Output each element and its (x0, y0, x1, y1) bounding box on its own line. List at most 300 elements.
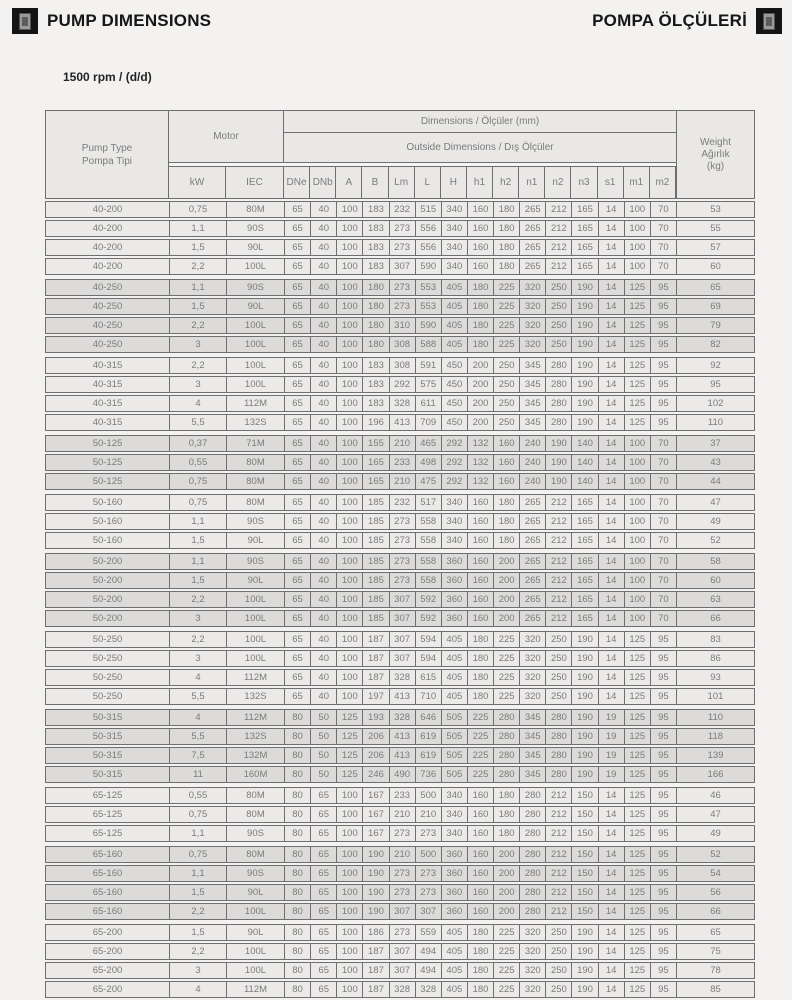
cell-dne: 65 (284, 299, 310, 314)
cell-n1: 265 (519, 202, 545, 217)
cell-m2: 95 (650, 299, 676, 314)
cell-n2: 212 (545, 495, 571, 510)
cell-m1: 125 (624, 689, 650, 704)
cell-m1: 125 (624, 826, 650, 841)
cell-a: 100 (336, 651, 362, 666)
cell-n3: 190 (571, 710, 597, 725)
cell-h: 405 (441, 925, 467, 940)
cell-h: 450 (441, 377, 467, 392)
table-row (45, 806, 755, 823)
cell-iec: 90L (226, 885, 284, 900)
cell-h1: 160 (467, 573, 493, 588)
cell-m2: 95 (650, 729, 676, 744)
cell-dne: 65 (284, 358, 310, 373)
cell-m2: 95 (650, 337, 676, 352)
cell-h1: 180 (467, 944, 493, 959)
cell-n1: 280 (519, 847, 545, 862)
cell-n2: 212 (545, 221, 571, 236)
cell-dne: 80 (284, 904, 310, 919)
cell-kw: 0,55 (169, 455, 226, 470)
header-col-kw: kW (169, 167, 226, 198)
cell-s1: 14 (598, 337, 624, 352)
cell-dne: 65 (284, 573, 310, 588)
cell-m1: 125 (624, 944, 650, 959)
table-row (45, 201, 755, 218)
cell-h2: 160 (493, 474, 519, 489)
cell-b: 167 (362, 826, 388, 841)
cell-h1: 160 (467, 807, 493, 822)
cell-kw: 5,5 (169, 415, 226, 430)
cell-pump-type: 65-160 (92, 887, 123, 898)
cell-weight: 52 (676, 533, 754, 548)
header-col-lm: Lm (389, 167, 415, 198)
cell-n3: 150 (571, 866, 597, 881)
cell-lm: 307 (389, 944, 415, 959)
cell-n2: 250 (545, 632, 571, 647)
cell-m1: 100 (624, 455, 650, 470)
table-row (45, 473, 755, 490)
cell-m2: 70 (650, 221, 676, 236)
cell-h2: 180 (493, 826, 519, 841)
cell-b: 185 (362, 514, 388, 529)
cell-m2: 70 (650, 474, 676, 489)
cell-s1: 14 (598, 495, 624, 510)
cell-h1: 200 (467, 377, 493, 392)
cell-h: 505 (441, 767, 467, 782)
cell-a: 100 (336, 885, 362, 900)
cell-m1: 100 (624, 554, 650, 569)
cell-h2: 180 (493, 240, 519, 255)
cell-m2: 95 (650, 925, 676, 940)
cell-dnb: 65 (310, 904, 336, 919)
cell-s1: 14 (598, 573, 624, 588)
cell-a: 100 (336, 904, 362, 919)
cell-n2: 250 (545, 280, 571, 295)
cell-weight: 95 (676, 377, 754, 392)
cell-h2: 225 (493, 925, 519, 940)
cell-l: 594 (415, 651, 441, 666)
cell-m1: 125 (624, 963, 650, 978)
cell-l: 558 (415, 554, 441, 569)
cell-n1: 345 (519, 358, 545, 373)
cell-kw: 3 (169, 337, 226, 352)
cell-n3: 190 (571, 982, 597, 997)
cell-n2: 250 (545, 651, 571, 666)
cell-kw: 0,37 (169, 436, 226, 451)
header-col-dnb: DNb (310, 167, 336, 198)
cell-kw: 11 (169, 767, 226, 782)
cell-s1: 19 (598, 767, 624, 782)
cell-n2: 212 (545, 533, 571, 548)
cell-s1: 19 (598, 729, 624, 744)
cell-h: 292 (441, 436, 467, 451)
cell-h2: 225 (493, 280, 519, 295)
cell-s1: 14 (598, 455, 624, 470)
cell-kw: 4 (169, 710, 226, 725)
cell-n1: 265 (519, 221, 545, 236)
cell-dne: 65 (284, 415, 310, 430)
cell-dnb: 40 (310, 396, 336, 411)
cell-s1: 14 (598, 963, 624, 978)
cell-s1: 19 (598, 710, 624, 725)
cell-dnb: 40 (310, 436, 336, 451)
cell-kw: 1,1 (169, 866, 226, 881)
cell-a: 100 (336, 925, 362, 940)
cell-pump-type: 65-125 (92, 809, 123, 820)
cell-kw: 2,2 (169, 904, 226, 919)
cell-dne: 80 (284, 847, 310, 862)
cell-weight: 118 (676, 729, 754, 744)
cell-m1: 125 (624, 396, 650, 411)
cell-h: 340 (441, 788, 467, 803)
cell-weight: 52 (676, 847, 754, 862)
cell-n3: 165 (571, 495, 597, 510)
cell-m1: 125 (624, 748, 650, 763)
cell-m1: 100 (624, 514, 650, 529)
cell-n3: 165 (571, 533, 597, 548)
cell-n3: 140 (571, 474, 597, 489)
cell-b: 180 (362, 280, 388, 295)
cell-pump-type: 40-250 (92, 301, 123, 312)
cell-weight: 85 (676, 982, 754, 997)
cell-a: 100 (336, 670, 362, 685)
cell-iec: 90L (226, 240, 284, 255)
cell-n3: 190 (571, 415, 597, 430)
cell-iec: 90S (226, 554, 284, 569)
cell-n2: 212 (545, 259, 571, 274)
cell-n3: 165 (571, 259, 597, 274)
cell-n1: 265 (519, 495, 545, 510)
cell-n1: 320 (519, 982, 545, 997)
cell-h1: 200 (467, 396, 493, 411)
cell-m1: 125 (624, 925, 650, 940)
cell-pump-type: 65-160 (92, 868, 123, 879)
cell-h: 340 (441, 807, 467, 822)
cell-a: 100 (336, 573, 362, 588)
header-col-m2: m2 (650, 167, 676, 198)
cell-s1: 14 (598, 240, 624, 255)
cell-kw: 1,1 (169, 221, 226, 236)
cell-m2: 70 (650, 202, 676, 217)
header-dimensions: Dimensions / Ölçüler (mm) (284, 111, 676, 133)
cell-kw: 4 (169, 396, 226, 411)
cell-b: 206 (362, 729, 388, 744)
table-row (45, 688, 755, 705)
cell-weight: 58 (676, 554, 754, 569)
cell-lm: 413 (389, 729, 415, 744)
cell-dne: 80 (284, 729, 310, 744)
cell-lm: 307 (389, 259, 415, 274)
header-col-s1: s1 (598, 167, 624, 198)
cell-h2: 180 (493, 495, 519, 510)
cell-weight: 44 (676, 474, 754, 489)
cell-lm: 490 (389, 767, 415, 782)
cell-a: 100 (336, 847, 362, 862)
pump-icon (12, 8, 38, 34)
cell-h2: 200 (493, 885, 519, 900)
cell-dnb: 40 (310, 514, 336, 529)
cell-n1: 320 (519, 925, 545, 940)
cell-m1: 125 (624, 885, 650, 900)
table-row (45, 239, 755, 256)
cell-h: 360 (441, 866, 467, 881)
cell-l: 556 (415, 240, 441, 255)
cell-dnb: 40 (310, 318, 336, 333)
cell-l: 498 (415, 455, 441, 470)
table-row (45, 943, 755, 960)
cell-m2: 95 (650, 904, 676, 919)
table-row (45, 650, 755, 667)
cell-h1: 160 (467, 826, 493, 841)
cell-s1: 14 (598, 202, 624, 217)
cell-m2: 95 (650, 847, 676, 862)
table-row (45, 513, 755, 530)
cell-kw: 0,75 (169, 474, 226, 489)
cell-dnb: 40 (310, 592, 336, 607)
cell-kw: 3 (169, 377, 226, 392)
cell-h1: 200 (467, 415, 493, 430)
cell-lm: 310 (389, 318, 415, 333)
cell-s1: 14 (598, 396, 624, 411)
cell-dne: 65 (284, 632, 310, 647)
title-right-group (592, 8, 782, 34)
cell-n2: 250 (545, 299, 571, 314)
cell-dne: 65 (284, 611, 310, 626)
cell-b: 187 (362, 651, 388, 666)
cell-n1: 280 (519, 807, 545, 822)
cell-dnb: 40 (310, 221, 336, 236)
cell-lm: 273 (389, 240, 415, 255)
cell-iec: 90S (226, 280, 284, 295)
cell-n3: 190 (571, 377, 597, 392)
cell-m1: 125 (624, 632, 650, 647)
cell-a: 100 (336, 337, 362, 352)
cell-b: 185 (362, 495, 388, 510)
cell-iec: 71M (226, 436, 284, 451)
cell-n1: 320 (519, 337, 545, 352)
cell-h1: 160 (467, 611, 493, 626)
cell-dnb: 50 (310, 710, 336, 725)
cell-n2: 212 (545, 573, 571, 588)
cell-h2: 225 (493, 632, 519, 647)
cell-b: 165 (362, 455, 388, 470)
cell-weight: 82 (676, 337, 754, 352)
cell-l: 611 (415, 396, 441, 411)
cell-h1: 225 (467, 767, 493, 782)
cell-n1: 320 (519, 651, 545, 666)
cell-n1: 345 (519, 377, 545, 392)
cell-weight: 53 (676, 202, 754, 217)
cell-n2: 250 (545, 689, 571, 704)
cell-m1: 125 (624, 710, 650, 725)
cell-m1: 125 (624, 866, 650, 881)
cell-s1: 14 (598, 415, 624, 430)
table-row (45, 336, 755, 353)
cell-l: 500 (415, 788, 441, 803)
cell-dne: 80 (284, 866, 310, 881)
cell-pump-type: 65-160 (92, 906, 123, 917)
cell-h1: 160 (467, 221, 493, 236)
cell-lm: 292 (389, 377, 415, 392)
cell-m2: 95 (650, 826, 676, 841)
cell-dne: 80 (284, 767, 310, 782)
cell-m1: 100 (624, 533, 650, 548)
title-bar (12, 8, 782, 34)
cell-n2: 212 (545, 514, 571, 529)
cell-a: 100 (336, 358, 362, 373)
cell-dne: 80 (284, 963, 310, 978)
cell-m2: 70 (650, 514, 676, 529)
cell-dne: 80 (284, 826, 310, 841)
cell-a: 125 (336, 710, 362, 725)
cell-dnb: 40 (310, 202, 336, 217)
cell-iec: 100L (226, 611, 284, 626)
cell-pump-type: 50-200 (92, 613, 123, 624)
cell-lm: 273 (389, 866, 415, 881)
cell-kw: 1,5 (169, 925, 226, 940)
cell-b: 183 (362, 259, 388, 274)
cell-n3: 150 (571, 788, 597, 803)
cell-lm: 233 (389, 455, 415, 470)
header-col-iec: IEC (226, 167, 284, 198)
cell-n2: 190 (545, 436, 571, 451)
cell-n2: 212 (545, 826, 571, 841)
cell-iec: 80M (226, 495, 284, 510)
cell-lm: 328 (389, 670, 415, 685)
cell-n3: 150 (571, 904, 597, 919)
cell-h: 405 (441, 651, 467, 666)
cell-s1: 14 (598, 514, 624, 529)
cell-n1: 320 (519, 299, 545, 314)
cell-kw: 5,5 (169, 689, 226, 704)
cell-m2: 95 (650, 748, 676, 763)
cell-weight: 92 (676, 358, 754, 373)
cell-dnb: 65 (310, 982, 336, 997)
cell-n3: 140 (571, 436, 597, 451)
cell-h1: 180 (467, 651, 493, 666)
cell-dne: 65 (284, 221, 310, 236)
cell-m1: 100 (624, 474, 650, 489)
cell-m1: 125 (624, 358, 650, 373)
cell-h2: 180 (493, 807, 519, 822)
cell-dnb: 50 (310, 729, 336, 744)
cell-iec: 80M (226, 202, 284, 217)
cell-s1: 14 (598, 904, 624, 919)
cell-dne: 65 (284, 514, 310, 529)
cell-dnb: 40 (310, 358, 336, 373)
cell-h: 450 (441, 396, 467, 411)
cell-h2: 280 (493, 710, 519, 725)
cell-s1: 14 (598, 611, 624, 626)
cell-iec: 132S (226, 729, 284, 744)
cell-pump-type: 50-250 (92, 634, 123, 645)
table-row (45, 924, 755, 941)
cell-kw: 7,5 (169, 748, 226, 763)
cell-n3: 165 (571, 592, 597, 607)
cell-lm: 328 (389, 396, 415, 411)
cell-l: 494 (415, 963, 441, 978)
cell-h2: 250 (493, 377, 519, 392)
cell-dne: 65 (284, 377, 310, 392)
cell-pump-type: 65-160 (92, 849, 123, 860)
cell-h2: 200 (493, 611, 519, 626)
cell-l: 558 (415, 514, 441, 529)
cell-n1: 265 (519, 259, 545, 274)
cell-n2: 212 (545, 788, 571, 803)
cell-h2: 225 (493, 651, 519, 666)
cell-m1: 125 (624, 318, 650, 333)
cell-m1: 100 (624, 592, 650, 607)
cell-weight: 75 (676, 944, 754, 959)
cell-weight: 63 (676, 592, 754, 607)
cell-m1: 125 (624, 670, 650, 685)
cell-b: 183 (362, 202, 388, 217)
cell-b: 167 (362, 788, 388, 803)
cell-l: 273 (415, 885, 441, 900)
cell-h: 340 (441, 240, 467, 255)
cell-lm: 232 (389, 202, 415, 217)
cell-m2: 95 (650, 318, 676, 333)
cell-lm: 273 (389, 514, 415, 529)
cell-h1: 160 (467, 259, 493, 274)
cell-dne: 80 (284, 710, 310, 725)
cell-n2: 212 (545, 807, 571, 822)
cell-a: 100 (336, 982, 362, 997)
cell-iec: 90S (226, 514, 284, 529)
table-row (45, 591, 755, 608)
cell-n1: 345 (519, 396, 545, 411)
cell-h1: 180 (467, 337, 493, 352)
table-row (45, 572, 755, 589)
cell-m1: 100 (624, 611, 650, 626)
cell-dnb: 65 (310, 826, 336, 841)
cell-dnb: 40 (310, 495, 336, 510)
cell-kw: 1,5 (169, 573, 226, 588)
cell-dne: 65 (284, 670, 310, 685)
cell-h2: 160 (493, 455, 519, 470)
cell-s1: 14 (598, 866, 624, 881)
cell-s1: 14 (598, 299, 624, 314)
cell-s1: 14 (598, 377, 624, 392)
cell-pump-type: 65-200 (92, 927, 123, 938)
cell-s1: 14 (598, 944, 624, 959)
cell-dnb: 40 (310, 474, 336, 489)
cell-pump-type: 50-250 (92, 672, 123, 683)
cell-m2: 95 (650, 767, 676, 782)
cell-dne: 80 (284, 944, 310, 959)
cell-n3: 165 (571, 611, 597, 626)
cell-weight: 60 (676, 259, 754, 274)
cell-h: 405 (441, 299, 467, 314)
cell-b: 187 (362, 944, 388, 959)
cell-n3: 190 (571, 767, 597, 782)
cell-l: 594 (415, 632, 441, 647)
cell-h: 340 (441, 514, 467, 529)
cell-n2: 190 (545, 455, 571, 470)
cell-n2: 212 (545, 202, 571, 217)
cell-pump-type: 65-200 (92, 965, 123, 976)
cell-dne: 65 (284, 436, 310, 451)
cell-l: 615 (415, 670, 441, 685)
cell-a: 100 (336, 396, 362, 411)
cell-n1: 280 (519, 885, 545, 900)
cell-kw: 1,5 (169, 533, 226, 548)
cell-pump-type: 40-200 (92, 261, 123, 272)
cell-h: 360 (441, 847, 467, 862)
cell-dnb: 40 (310, 554, 336, 569)
cell-weight: 78 (676, 963, 754, 978)
cell-weight: 55 (676, 221, 754, 236)
